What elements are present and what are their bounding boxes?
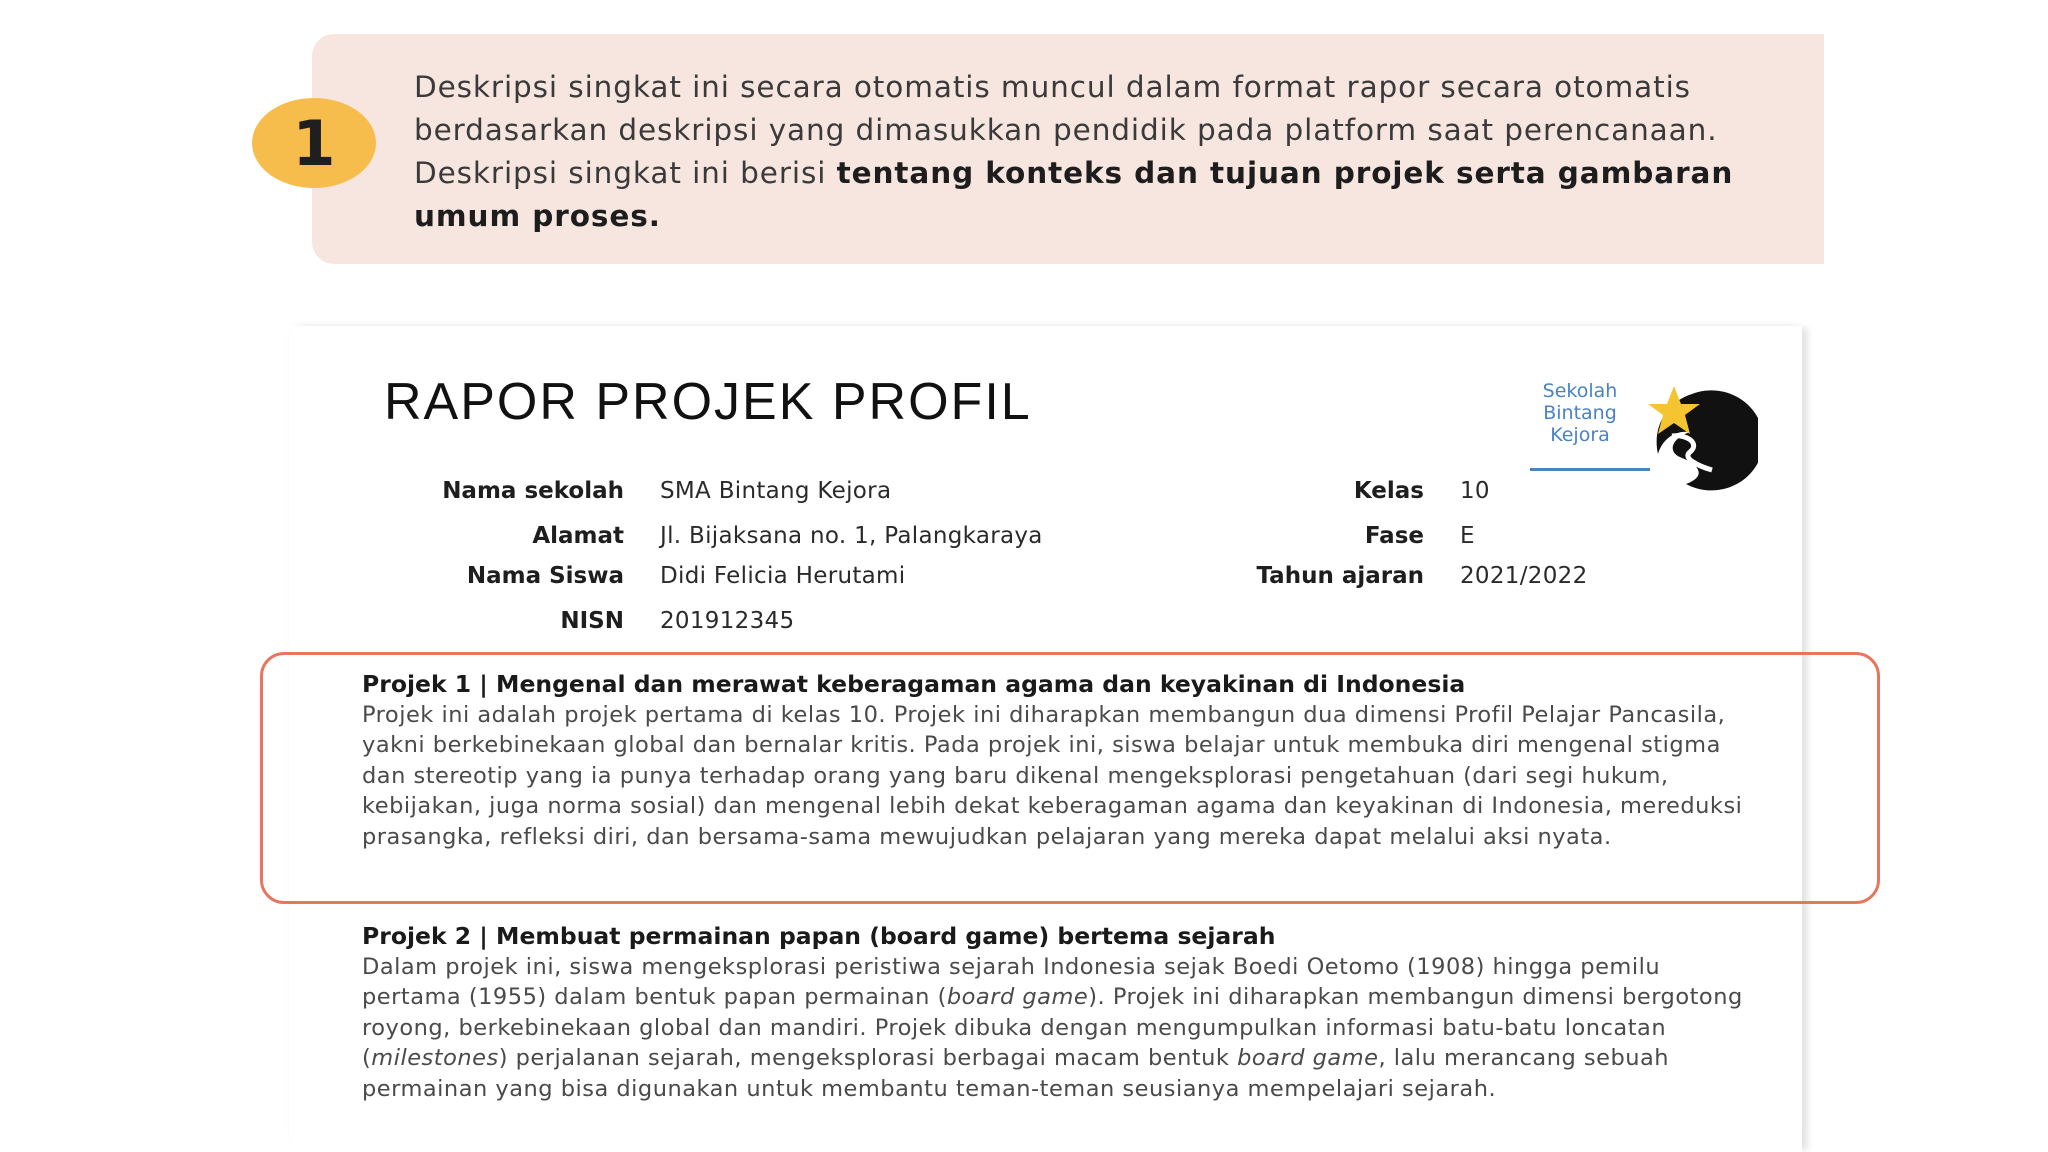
report-title: RAPOR PROJEK PROFIL [384, 373, 1032, 431]
project-1-title: Projek 1 | Mengenal dan merawat keberagaman agama dan keyakinan di Indonesia [362, 670, 1466, 698]
value-alamat: Jl. Bijaksana no. 1, Palangkaraya [660, 523, 1043, 549]
star-moon-logo-icon [1628, 380, 1758, 496]
callout-text [414, 66, 1814, 238]
value-nama-sekolah: SMA Bintang Kejora [660, 478, 892, 504]
project-1-description: Projek ini adalah projek pertama di kelas 10. Projek ini diharapkan membangun dua dimensi Profil Pelajar Pancasila, yakni berkebinekaan global dan bernalar kritis. Pada projek ini, siswa belajar untuk membuka diri mengenal stigma dan stereotip yang ia punya terhadap orang yang baru dikenal mengeksplorasi pengetahuan (dari segi hukum, kebijakan, juga norma sosial) dan mengenal lebih dekat keberagaman agama dan keyakinan di Indonesia, mereduksi prasangka, refleksi diri, dan bersama-sama mewujudkan pelajaran yang mereka dapat melalui aksi nyata. [362, 702, 1743, 850]
label-kelas: Kelas [1353, 478, 1424, 504]
value-kelas: 10 [1460, 478, 1490, 504]
label-fase: Fase [1364, 523, 1424, 549]
value-nama-siswa: Didi Felicia Herutami [660, 563, 906, 589]
value-nisn: 201912345 [660, 608, 795, 634]
label-nama-siswa: Nama Siswa [466, 563, 624, 589]
label-tahun-ajaran: Tahun ajaran [1256, 563, 1424, 589]
project-2-title: Projek 2 | Membuat permainan papan (board game) bertema sejarah [362, 922, 1276, 950]
project-2-description: Dalam projek ini, siswa mengeksplorasi peristiwa sejarah Indonesia sejak Boedi Oetomo (1908) hingga pemilu pertama (1955) dalam bentuk papan permainan (board game). Projek ini diharapkan membangun dimensi bergotong royong, berkebinekaan global dan mandiri. Projek dibuka dengan mengumpulkan informasi batu-batu loncatan (milestones) perjalanan sejarah, mengeksplorasi berbagai macam bentuk board game, lalu merancang sebuah permainan yang bisa digunakan untuk membantu teman-teman seusianya mempelajari sejarah. [362, 954, 1743, 1102]
value-tahun-ajaran: 2021/2022 [1460, 563, 1588, 589]
logo-text: Sekolah Bintang Kejora [1542, 380, 1618, 446]
callout-text-plain: Deskripsi singkat ini secara otomatis muncul dalam format rapor secara otomatis berdasarkan deskripsi yang dimasukkan pendidik pada platform saat perencanaan. Deskripsi singkat ini berisi [414, 70, 1718, 190]
step-number-badge [252, 98, 376, 188]
callout-text-bold: tentang konteks dan tujuan projek serta gambaran umum proses. [414, 156, 1734, 233]
school-logo [1520, 380, 1760, 496]
value-fase: E [1460, 523, 1475, 549]
label-nisn: NISN [560, 608, 624, 634]
label-alamat: Alamat [532, 523, 624, 549]
step-number: 1 [292, 106, 336, 180]
label-nama-sekolah: Nama sekolah [442, 478, 624, 504]
